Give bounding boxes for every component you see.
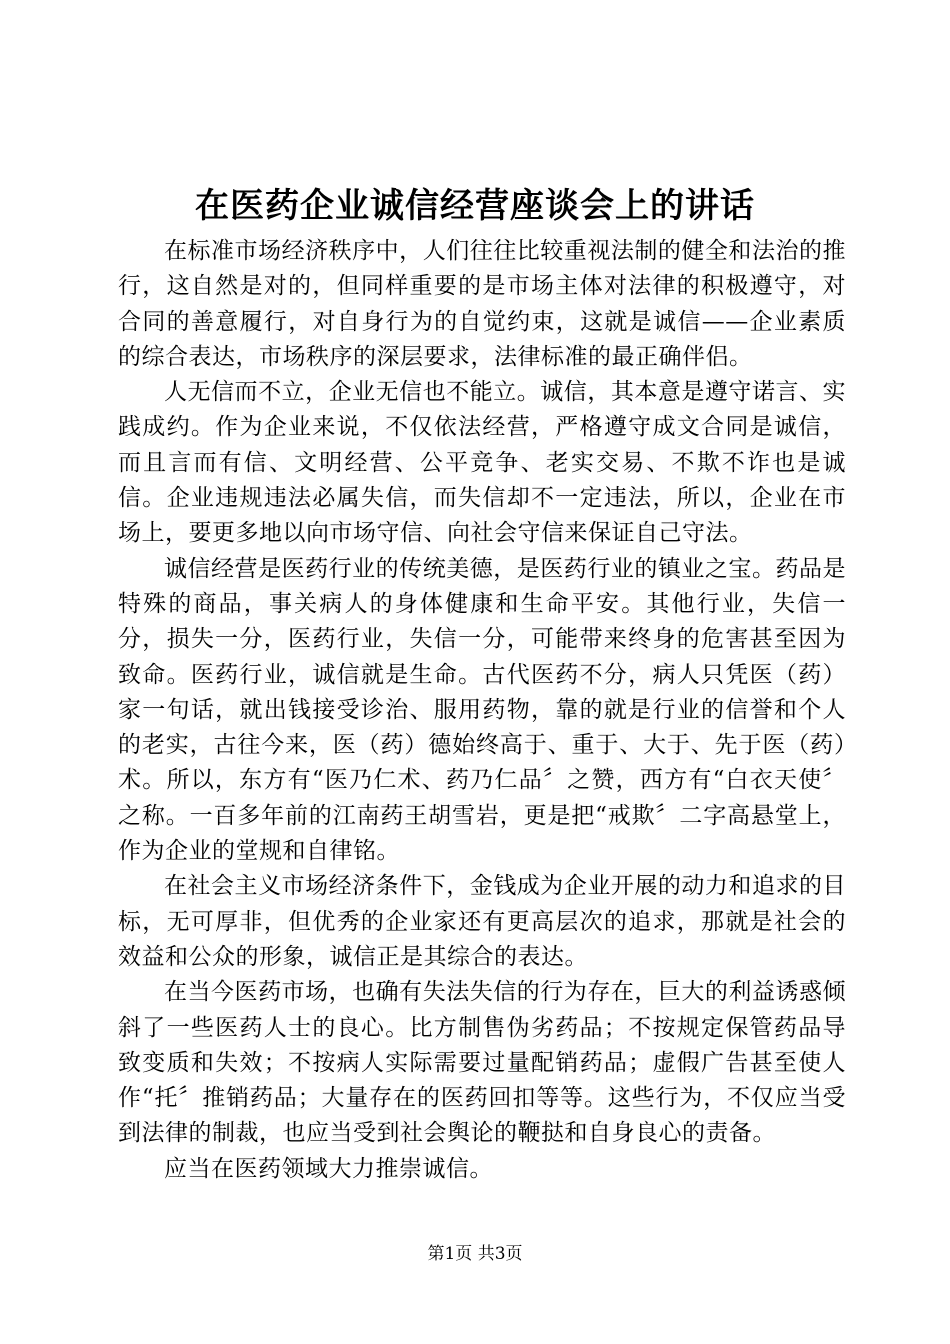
paragraph-5: 在当今医药市场，也确有失法失信的行为存在，巨大的利益诱惑倾斜了一些医药人士的良心。比方制售伪劣药品；不按规定保管药品导致变质和失效；不按病人实际需要过量配销药品；虚假广告甚至使人作“托〞推销药品；大量存在的医药回扣等等。这些行为，不仅应当受到法律的制裁，也应当受到社会舆论的鞭挞和自身良心的责备。: [118, 979, 846, 1147]
paragraph-2: 人无信而不立，企业无信也不能立。诚信，其本意是遵守诺言、实践成约。作为企业来说，不仅依法经营，严格遵守成文合同是诚信，而且言而有信、文明经营、公平竞争、老实交易、不欺不诈也是诚信。企业违规违法必属失信，而失信却不一定违法，所以，企业在市场上，要更多地以向市场守信、向社会守信来保证自己守法。: [118, 379, 846, 547]
paragraph-6: 应当在医药领域大力推崇诚信。: [164, 1155, 493, 1182]
paragraph-4: 在社会主义市场经济条件下，金钱成为企业开展的动力和追求的目标，无可厚非，但优秀的企业家还有更高层次的追求，那就是社会的效益和公众的形象，诚信正是其综合的表达。: [118, 873, 846, 970]
paragraph-3: 诚信经营是医药行业的传统美德，是医药行业的镇业之宝。药品是特殊的商品，事关病人的身体健康和生命平安。其他行业，失信一分，损失一分，医药行业，失信一分，可能带来终身的危害甚至因为致命。医药行业，诚信就是生命。古代医药不分，病人只凭医（药）家一句话，就出钱接受诊治、服用药物，靠的就是行业的信誉和个人的老实，古往今来，医（药）德始终高于、重于、大于、先于医（药）术。所以，东方有“医乃仁术、药乃仁品〞之赞，西方有“白衣天使〞之称。一百多年前的江南药王胡雪岩，更是把“戒欺〞二字高悬堂上，作为企业的堂规和自律铭。: [118, 555, 846, 865]
document-title: 在医药企业诚信经营座谈会上的讲话: [195, 186, 755, 226]
paragraph-1: 在标准市场经济秩序中，人们往往比较重视法制的健全和法治的推行，这自然是对的，但同样重要的是市场主体对法律的积极遵守，对合同的善意履行，对自身行为的自觉约束，这就是诚信——企业素质的综合表达，市场秩序的深层要求，法律标准的最正确伴侣。: [118, 238, 846, 370]
page-number-footer: 第1页 共3页: [427, 1244, 523, 1264]
document-body: [118, 234, 846, 1187]
